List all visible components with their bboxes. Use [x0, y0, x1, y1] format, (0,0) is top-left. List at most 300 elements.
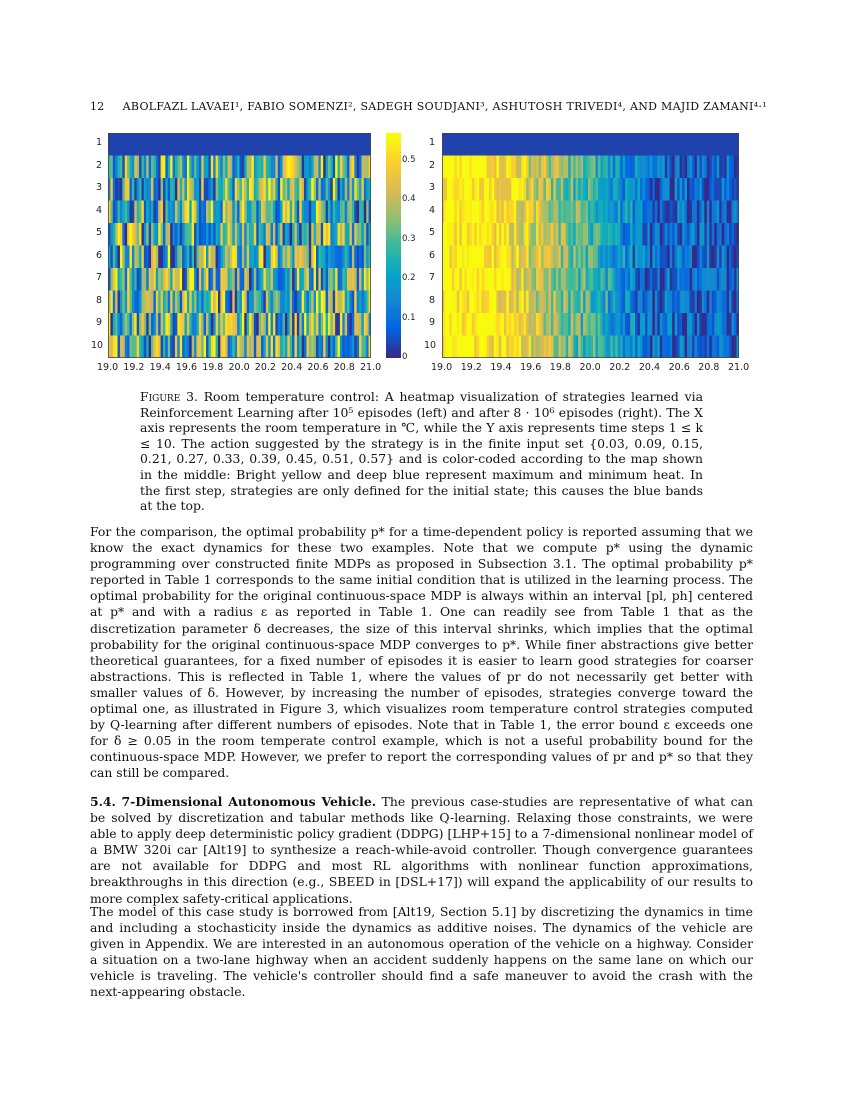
heatmap-cell	[161, 178, 164, 201]
heatmap-cell	[235, 223, 238, 246]
heatmap-cell	[670, 178, 673, 201]
colorbar-segment	[386, 133, 401, 137]
heatmap-cell	[285, 291, 288, 314]
heatmap-cell	[610, 178, 613, 201]
heatmap-cell	[254, 156, 257, 179]
heatmap-cell	[709, 201, 712, 224]
heatmap-cell	[158, 268, 161, 291]
heatmap-cell	[223, 268, 226, 291]
heatmap-cell	[177, 336, 180, 359]
heatmap-cell	[338, 291, 341, 314]
heatmap-cell	[326, 268, 329, 291]
heatmap-cell	[647, 268, 650, 291]
heatmap-cell	[531, 313, 534, 336]
heatmap-cell	[670, 291, 673, 314]
heatmap-cell	[271, 268, 274, 291]
heatmap-cell	[467, 313, 470, 336]
heatmap-cell	[132, 133, 135, 156]
heatmap-cell	[151, 178, 154, 201]
heatmap-cell	[452, 178, 455, 201]
colorbar-segment	[386, 137, 401, 141]
heatmap-cell	[623, 201, 626, 224]
heatmap-cell	[620, 313, 623, 336]
heatmap-cell	[223, 178, 226, 201]
heatmap-cell	[598, 336, 601, 359]
heatmap-cell	[583, 156, 586, 179]
heatmap-cell	[467, 291, 470, 314]
heatmap-cell	[464, 201, 467, 224]
heatmap-cell	[499, 201, 502, 224]
heatmap-cell	[546, 156, 549, 179]
heatmap-cell	[543, 201, 546, 224]
heatmap-cell	[598, 178, 601, 201]
heatmap-cell	[690, 336, 693, 359]
heatmap-cell	[297, 291, 300, 314]
heatmap-cell	[625, 223, 628, 246]
heatmap-cell	[685, 291, 688, 314]
heatmap-cell	[278, 223, 281, 246]
heatmap-cell	[240, 336, 243, 359]
heatmap-cell	[511, 133, 514, 156]
heatmap-cell	[345, 268, 348, 291]
heatmap-cell	[494, 291, 497, 314]
heatmap-cell	[321, 313, 324, 336]
heatmap-cell	[699, 223, 702, 246]
tick-label: 20.6	[307, 362, 329, 373]
heatmap-cell	[474, 313, 477, 336]
heatmap-cell	[499, 156, 502, 179]
heatmap-cell	[230, 268, 233, 291]
heatmap-cell	[568, 201, 571, 224]
heatmap-cell	[338, 201, 341, 224]
heatmap-cell	[168, 223, 171, 246]
heatmap-cell	[519, 268, 522, 291]
heatmap-cell	[290, 246, 293, 269]
colorbar-segment	[386, 272, 401, 276]
heatmap-cell	[571, 178, 574, 201]
heatmap-cell	[366, 268, 369, 291]
heatmap-cell	[707, 246, 710, 269]
heatmap-cell	[645, 268, 648, 291]
heatmap-cell	[492, 133, 495, 156]
heatmap-cell	[672, 156, 675, 179]
heatmap-cell	[189, 156, 192, 179]
heatmap-cell	[563, 313, 566, 336]
heatmap-cell	[494, 268, 497, 291]
heatmap-cell	[139, 156, 142, 179]
heatmap-cell	[146, 201, 149, 224]
heatmap-cell	[314, 246, 317, 269]
heatmap-cell	[603, 178, 606, 201]
heatmap-cell	[225, 291, 228, 314]
heatmap-cell	[146, 336, 149, 359]
heatmap-cell	[563, 201, 566, 224]
heatmap-cell	[278, 313, 281, 336]
heatmap-cell	[149, 291, 152, 314]
heatmap-cell	[228, 336, 231, 359]
heatmap-cell	[484, 268, 487, 291]
heatmap-cell	[655, 246, 658, 269]
heatmap-cell	[506, 178, 509, 201]
heatmap-cell	[201, 201, 204, 224]
heatmap-cell	[588, 201, 591, 224]
heatmap-cell	[196, 268, 199, 291]
heatmap-cell	[628, 268, 631, 291]
heatmap-cell	[168, 156, 171, 179]
heatmap-cell	[623, 246, 626, 269]
heatmap-cell	[314, 313, 317, 336]
heatmap-cell	[536, 291, 539, 314]
heatmap-cell	[459, 201, 462, 224]
heatmap-cell	[244, 246, 247, 269]
heatmap-cell	[146, 178, 149, 201]
heatmap-cell	[613, 178, 616, 201]
heatmap-cell	[359, 133, 362, 156]
heatmap-cell	[642, 223, 645, 246]
heatmap-cell	[285, 223, 288, 246]
heatmap-cell	[326, 156, 329, 179]
heatmap-cell	[625, 336, 628, 359]
heatmap-cell	[603, 246, 606, 269]
heatmap-cell	[330, 201, 333, 224]
heatmap-cell	[318, 336, 321, 359]
heatmap-cell	[335, 313, 338, 336]
colorbar-segment	[386, 249, 401, 253]
heatmap-cell	[697, 268, 700, 291]
heatmap-cell	[342, 246, 345, 269]
heatmap-cell	[158, 313, 161, 336]
heatmap-cell	[566, 133, 569, 156]
heatmap-cell	[633, 178, 636, 201]
heatmap-cell	[591, 268, 594, 291]
heatmap-cell	[118, 133, 121, 156]
heatmap-cell	[330, 133, 333, 156]
heatmap-cell	[349, 268, 352, 291]
heatmap-cell	[311, 246, 314, 269]
heatmap-cell	[670, 201, 673, 224]
heatmap-cell	[194, 268, 197, 291]
heatmap-cell	[454, 201, 457, 224]
colorbar-segment	[386, 201, 401, 205]
heatmap-cell	[449, 178, 452, 201]
heatmap-cell	[359, 246, 362, 269]
heatmap-cell	[278, 246, 281, 269]
heatmap-cell	[223, 246, 226, 269]
heatmap-cell	[347, 313, 350, 336]
heatmap-cell	[501, 268, 504, 291]
heatmap-cell	[625, 313, 628, 336]
heatmap-cell	[494, 223, 497, 246]
heatmap-cell	[285, 246, 288, 269]
heatmap-cell	[326, 223, 329, 246]
heatmap-cell	[598, 201, 601, 224]
heatmap-cell	[132, 313, 135, 336]
heatmap-cell	[524, 223, 527, 246]
heatmap-cell	[729, 313, 732, 336]
colorbar-segment	[386, 283, 401, 287]
heatmap-cell	[536, 178, 539, 201]
heatmap-cell	[615, 313, 618, 336]
heatmap-cell	[623, 178, 626, 201]
heatmap-cell	[204, 133, 207, 156]
heatmap-cell	[482, 133, 485, 156]
heatmap-cell	[261, 268, 264, 291]
heatmap-cell	[504, 223, 507, 246]
heatmap-cell	[603, 291, 606, 314]
heatmap-cell	[719, 336, 722, 359]
colorbar-segment	[386, 253, 401, 257]
heatmap-cell	[139, 201, 142, 224]
heatmap-cell	[591, 223, 594, 246]
heatmap-cell	[615, 291, 618, 314]
heatmap-cell	[571, 246, 574, 269]
heatmap-cell	[556, 201, 559, 224]
heatmap-cell	[670, 223, 673, 246]
heatmap-cell	[526, 268, 529, 291]
heatmap-cell	[546, 336, 549, 359]
colorbar-segment	[386, 313, 401, 317]
heatmap-cell	[204, 201, 207, 224]
heatmap-cell	[182, 291, 185, 314]
heatmap-cell	[256, 336, 259, 359]
heatmap-cell	[514, 291, 517, 314]
heatmap-cell	[635, 178, 638, 201]
heatmap-cell	[642, 178, 645, 201]
heatmap-cell	[638, 336, 641, 359]
heatmap-cell	[294, 246, 297, 269]
heatmap-cell	[271, 246, 274, 269]
heatmap-cell	[294, 313, 297, 336]
heatmap-cell	[496, 201, 499, 224]
heatmap-cell	[546, 291, 549, 314]
heatmap-cell	[504, 201, 507, 224]
heatmap-cell	[134, 156, 137, 179]
colorbar-segment	[386, 317, 401, 321]
heatmap-cell	[640, 291, 643, 314]
heatmap-cell	[230, 133, 233, 156]
heatmap-cell	[240, 313, 243, 336]
heatmap-cell	[130, 291, 133, 314]
heatmap-cell	[364, 133, 367, 156]
heatmap-cell	[318, 246, 321, 269]
heatmap-cell	[122, 201, 125, 224]
heatmap-cell	[680, 336, 683, 359]
heatmap-cell	[553, 178, 556, 201]
heatmap-cell	[717, 201, 720, 224]
heatmap-cell	[345, 291, 348, 314]
heatmap-cell	[539, 156, 542, 179]
heatmap-cell	[657, 313, 660, 336]
heatmap-cell	[699, 336, 702, 359]
heatmap-cell	[704, 291, 707, 314]
heatmap-cell	[640, 133, 643, 156]
heatmap-cell	[449, 133, 452, 156]
heatmap-cell	[707, 223, 710, 246]
heatmap-cell	[297, 268, 300, 291]
heatmap-cell	[139, 178, 142, 201]
heatmap-cell	[454, 156, 457, 179]
heatmap-cell	[462, 223, 465, 246]
heatmap-cell	[472, 156, 475, 179]
heatmap-cell	[354, 156, 357, 179]
heatmap-cell	[156, 223, 159, 246]
heatmap-cell	[469, 246, 472, 269]
heatmap-cell	[206, 201, 209, 224]
heatmap-cell	[593, 246, 596, 269]
tick-label: 2	[96, 159, 103, 171]
heatmap-cell	[244, 133, 247, 156]
heatmap-cell	[712, 201, 715, 224]
heatmap-cell	[534, 201, 537, 224]
heatmap-cell	[354, 291, 357, 314]
tick-label: 0.4	[402, 194, 416, 205]
heatmap-cell	[608, 223, 611, 246]
heatmap-cell	[278, 133, 281, 156]
heatmap-cell	[237, 313, 240, 336]
heatmap-cell	[266, 133, 269, 156]
colorbar-segment	[386, 257, 401, 261]
heatmap-cell	[685, 223, 688, 246]
heatmap-cell	[345, 313, 348, 336]
colorbar-segment	[386, 197, 401, 201]
heatmap-cell	[216, 178, 219, 201]
heatmap-cell	[482, 336, 485, 359]
heatmap-cell	[225, 178, 228, 201]
heatmap-cell	[349, 291, 352, 314]
heatmap-cell	[724, 246, 727, 269]
heatmap-cell	[692, 133, 695, 156]
heatmap-cell	[268, 313, 271, 336]
heatmap-cell	[122, 268, 125, 291]
tick-label: 20.2	[609, 362, 631, 373]
heatmap-cell	[302, 291, 305, 314]
heatmap-cell	[633, 133, 636, 156]
heatmap-cell	[553, 336, 556, 359]
heatmap-cell	[330, 291, 333, 314]
heatmap-cell	[237, 178, 240, 201]
heatmap-cell	[213, 133, 216, 156]
heatmap-cell	[717, 313, 720, 336]
heatmap-cell	[118, 336, 121, 359]
colorbar-segment	[386, 324, 401, 328]
heatmap-cell	[633, 291, 636, 314]
heatmap-cell	[204, 313, 207, 336]
heatmap-cell	[259, 313, 262, 336]
heatmap-cell	[472, 133, 475, 156]
heatmap-cell	[576, 178, 579, 201]
heatmap-cell	[642, 268, 645, 291]
heatmap-cell	[333, 291, 336, 314]
heatmap-cell	[647, 313, 650, 336]
heatmap-cell	[306, 246, 309, 269]
tick-label: 19.0	[431, 362, 453, 373]
heatmap-cell	[645, 246, 648, 269]
heatmap-cell	[177, 223, 180, 246]
heatmap-cell	[722, 268, 725, 291]
heatmap-cell	[618, 133, 621, 156]
heatmap-cell	[551, 223, 554, 246]
tick-label: 5	[429, 227, 436, 239]
heatmap-cell	[163, 223, 166, 246]
heatmap-cell	[727, 268, 730, 291]
heatmap-cell	[316, 156, 319, 179]
heatmap-cell	[163, 201, 166, 224]
heatmap-cell	[672, 313, 675, 336]
heatmap-cell	[620, 291, 623, 314]
heatmap-cell	[457, 223, 460, 246]
heatmap-cell	[598, 133, 601, 156]
heatmap-cell	[568, 313, 571, 336]
heatmap-cell	[223, 133, 226, 156]
heatmap-cell	[697, 133, 700, 156]
heatmap-cell	[151, 156, 154, 179]
heatmap-cell	[118, 156, 121, 179]
heatmap-cell	[283, 268, 286, 291]
heatmap-cell	[553, 156, 556, 179]
heatmap-cell	[218, 336, 221, 359]
heatmap-cell	[185, 178, 188, 201]
heatmap-cell	[519, 246, 522, 269]
heatmap-cell	[280, 178, 283, 201]
heatmap-cell	[593, 336, 596, 359]
heatmap-cell	[447, 313, 450, 336]
heatmap-cell	[563, 268, 566, 291]
tick-label: 20.4	[281, 362, 303, 373]
heatmap-cell	[462, 291, 465, 314]
heatmap-cell	[187, 201, 190, 224]
heatmap-cell	[263, 178, 266, 201]
heatmap-cell	[199, 313, 202, 336]
heatmap-cell	[652, 201, 655, 224]
heatmap-cell	[115, 133, 118, 156]
heatmap-cell	[714, 178, 717, 201]
heatmap-cell	[273, 178, 276, 201]
heatmap-cell	[182, 246, 185, 269]
heatmap-cell	[149, 246, 152, 269]
heatmap-cell	[165, 156, 168, 179]
heatmap-cell	[125, 291, 128, 314]
heatmap-cell	[247, 223, 250, 246]
heatmap-cell	[519, 178, 522, 201]
heatmap-cell	[709, 178, 712, 201]
heatmap-cell	[175, 336, 178, 359]
heatmap-cell	[608, 133, 611, 156]
colorbar-segment	[386, 174, 401, 178]
heatmap-cell	[660, 246, 663, 269]
heatmap-cell	[335, 246, 338, 269]
tick-label: 20.6	[668, 362, 690, 373]
heatmap-cell	[278, 201, 281, 224]
heatmap-cell	[302, 156, 305, 179]
heatmap-cell	[645, 336, 648, 359]
heatmap-cell	[314, 178, 317, 201]
heatmap-cell	[496, 133, 499, 156]
heatmap-cell	[591, 291, 594, 314]
heatmap-cell	[242, 268, 245, 291]
heatmap-cell	[638, 178, 641, 201]
heatmap-cell	[662, 336, 665, 359]
tick-label: 20.4	[638, 362, 661, 373]
heatmap-cell	[496, 313, 499, 336]
heatmap-cell	[187, 133, 190, 156]
heatmap-cell	[220, 156, 223, 179]
heatmap-cell	[650, 201, 653, 224]
heatmap-cell	[662, 246, 665, 269]
heatmap-cell	[588, 268, 591, 291]
heatmap-cell	[326, 291, 329, 314]
heatmap-cell	[474, 291, 477, 314]
tick-label: 0	[402, 352, 408, 362]
